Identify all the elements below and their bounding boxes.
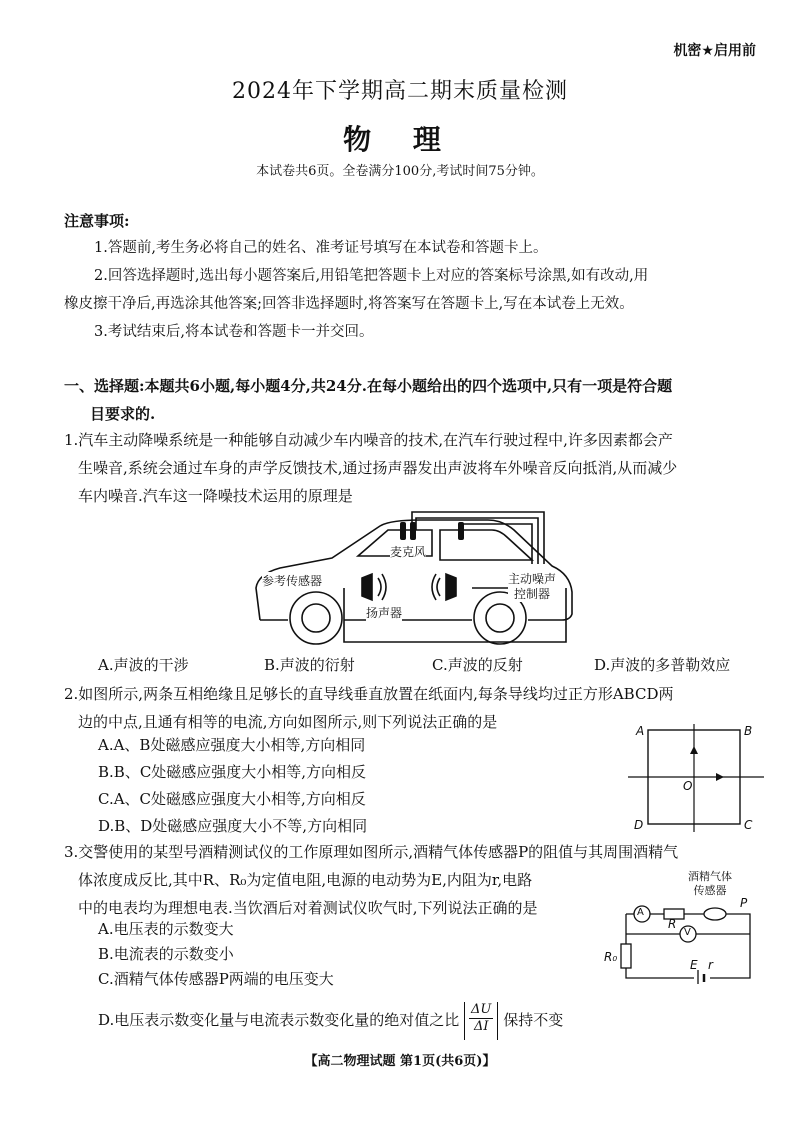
arrow-up [690, 746, 698, 754]
q1-option-a: A.声波的干涉 [98, 656, 189, 674]
q3-line-3: 中的电表均为理想电表.当饮酒后对着测试仪吹气时,下列说法正确的是 [78, 899, 538, 917]
delta-i: ΔI [473, 1019, 489, 1034]
subject-title: 物 理 [343, 123, 457, 156]
q1-line-3: 车内噪音.汽车这一降噪技术运用的原理是 [78, 487, 353, 505]
wire-top2 [416, 518, 538, 564]
delta-fraction [469, 1002, 493, 1035]
label-b: B [744, 724, 753, 738]
q2-option-c: C.A、C处磁感应强度大小相等,方向相反 [98, 790, 366, 808]
q3-line-2: 体浓度成反比,其中R、R₀为定值电阻,电源的电动势为E,内阻为r,电路 [78, 871, 533, 889]
circuit-figure [600, 898, 770, 984]
q2-option-d: D.B、D处磁感应强度大小不等,方向相同 [98, 817, 368, 835]
q3-line-1: 3.交警使用的某型号酒精测试仪的工作原理如图所示,酒精气体传感器P的阻值与其周围酒精气 [64, 843, 679, 861]
front-wheel [290, 592, 342, 644]
section-heading-line-2: 目要求的. [90, 405, 156, 423]
q1-line-1: 1.汽车主动降噪系统是一种能够自动减少车内噪音的技术,在汽车行驶过程中,许多因素都会产 [64, 431, 673, 449]
notice-item-2-cont: 橡皮擦干净后,再选涂其他答案;回答非选择题时,将答案写在答题卡上,写在本试卷上无效。 [64, 296, 634, 312]
label-speaker: 扬声器 [366, 606, 403, 620]
circuit-left-wire [626, 914, 694, 978]
q3-option-b: B.电流表的示数变小 [98, 945, 234, 963]
section-heading [64, 372, 764, 428]
section-heading-line-1: 一、选择题:本题共6小题,每小题4分,共24分.在每小题给出的四个选项中,只有一项是符合题 [64, 377, 673, 395]
label-r: R [668, 917, 677, 931]
notice-item-3: 3.考试结束后,将本试卷和答题卡一并交回。 [94, 324, 374, 340]
delta-ratio [464, 1002, 498, 1040]
label-p: P [740, 896, 748, 910]
q1-option-d: D.声波的多普勒效应 [594, 656, 731, 674]
q1-line-2: 生噪音,系统会通过车身的声学反馈技术,通过扬声器发出声波将车外噪音反向抵消,从而减少 [78, 459, 678, 477]
label-a: A [636, 724, 645, 738]
label-sensor-1: 酒精气体 [688, 870, 732, 883]
notice-item-2: 2.回答选择题时,选出每小题答案后,用铅笔把答题卡上对应的答案标号涂黑,如有改动,用 [94, 268, 649, 284]
q2-option-a: A.A、B处磁感应强度大小相等,方向相同 [98, 736, 366, 754]
page-footer: 【高二物理试题 第1页(共6页)】 [304, 1054, 496, 1069]
q3-option-c: C.酒精气体传感器P两端的电压变大 [98, 970, 334, 988]
label-sensor [688, 870, 732, 898]
label-ammeter: A [637, 907, 644, 918]
q1-option-c: C.声波的反射 [432, 656, 523, 674]
q3-option-d-tail: 保持不变 [503, 1011, 564, 1029]
delta-u: ΔU [471, 1002, 492, 1017]
label-sensor-2: 传感器 [693, 884, 727, 897]
label-o: O [683, 779, 693, 793]
confidential-mark: 机密★启用前 [673, 43, 756, 59]
label-voltmeter: V [684, 927, 691, 938]
question-1 [64, 426, 760, 510]
sensor-p [704, 908, 726, 920]
label-d: D [634, 818, 644, 832]
q2-option-b: B.B、C处磁感应强度大小相等,方向相反 [98, 763, 367, 781]
q3-option-a: A.电压表的示数变大 [98, 920, 234, 938]
q3-option-d-text: D.电压表示数变化量与电流表示数变化量的绝对值之比 [98, 1011, 460, 1029]
label-controller-2: 控制器 [514, 587, 551, 601]
q2-line-1: 2.如图所示,两条互相绝缘且足够长的直导线垂直放置在纸面内,每条导线均过正方形ABCD两 [64, 685, 674, 703]
arrow-right [716, 773, 724, 781]
label-mic: 麦克风 [390, 545, 427, 559]
exam-info: 本试卷共6页。全卷满分100分,考试时间75分钟。 [256, 164, 544, 179]
label-controller-1: 主动噪声 [508, 572, 557, 586]
label-internal-r: r [708, 958, 713, 972]
q3-option-d [98, 1002, 563, 1040]
exam-title: 2024年下学期高二期末质量检测 [232, 79, 568, 104]
notice-heading: 注意事项: [64, 212, 130, 230]
label-r0: R₀ [604, 950, 618, 964]
q2-line-2: 边的中点,且通有相等的电流,方向如图所示,则下列说法正确的是 [78, 713, 498, 731]
notice-item-1: 1.答题前,考生务必将自己的姓名、准考证号填写在本试卷和答题卡上。 [94, 240, 548, 256]
speaker-icons [362, 574, 456, 600]
label-e: E [690, 958, 698, 972]
q1-option-b: B.声波的衍射 [264, 656, 355, 674]
resistor-r0 [621, 944, 631, 968]
label-c: C [744, 818, 753, 832]
label-controller [508, 572, 556, 602]
circuit-top-wire [626, 914, 750, 978]
label-ref-sensor: 参考传感器 [262, 574, 323, 588]
